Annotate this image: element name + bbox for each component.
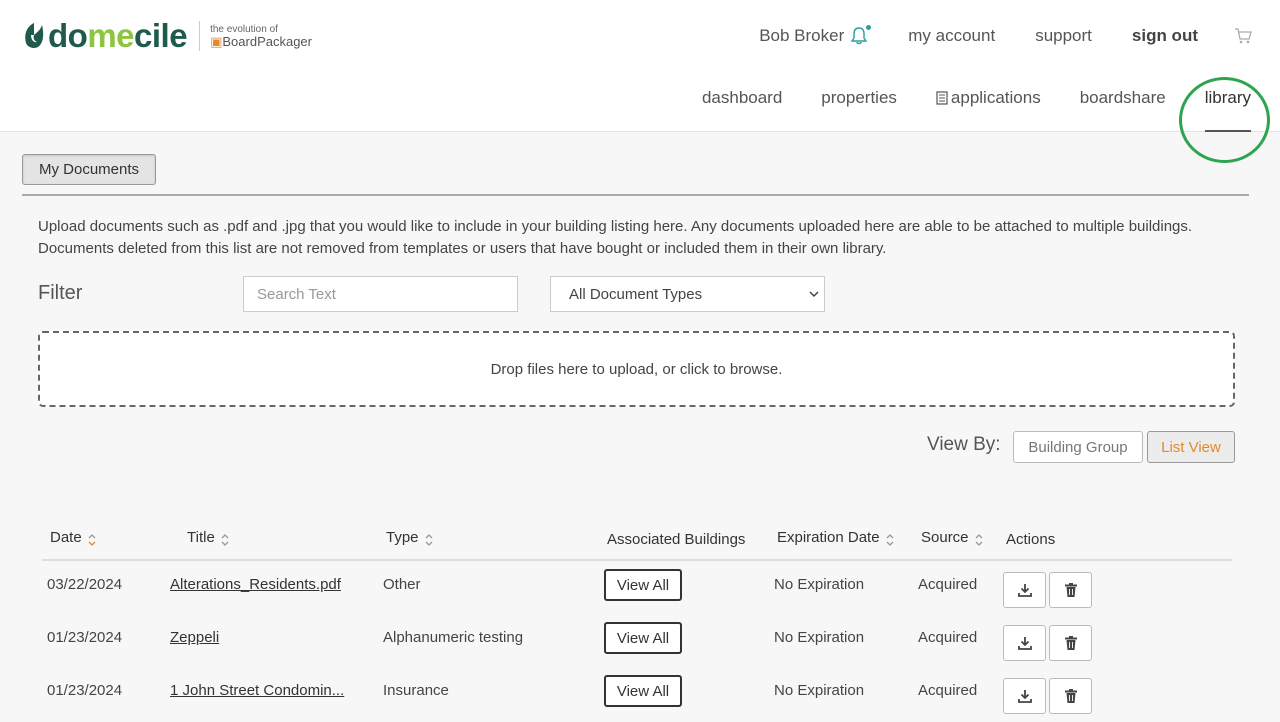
chevron-down-icon — [808, 288, 820, 300]
column-header-type[interactable] — [386, 528, 433, 546]
view-all-buildings-button[interactable]: View All — [604, 569, 682, 601]
tab-properties[interactable]: properties — [821, 88, 897, 107]
delete-button[interactable] — [1049, 572, 1092, 608]
list-view-button[interactable]: List View — [1147, 431, 1235, 463]
download-icon — [1017, 582, 1033, 598]
column-header-expiration[interactable] — [777, 528, 894, 546]
user-name: Bob Broker — [759, 26, 845, 45]
row-title-link[interactable]: 1 John Street Condomin... — [170, 682, 345, 699]
dropzone-text: Drop files here to upload, or click to browse. — [490, 360, 783, 378]
row-date: 03/22/2024 — [47, 576, 123, 593]
row-date: 01/23/2024 — [47, 629, 123, 646]
trash-icon — [1063, 582, 1079, 598]
row-date: 01/23/2024 — [47, 682, 123, 699]
notification-bell-icon[interactable] — [850, 26, 868, 46]
view-all-buildings-button[interactable]: View All — [604, 675, 682, 707]
logo-leaf-icon — [22, 21, 46, 51]
trash-icon — [1063, 688, 1079, 704]
intro-text: Upload documents such as .pdf and .jpg that you would like to include in your building listing here. Any documents uploaded here are able to be attached to multiple buildings. Documents deleted from this list are not removed from templates or users that have bought or included them in their own library. — [38, 218, 1193, 257]
download-icon — [1017, 688, 1033, 704]
view-by-label: View By: — [927, 434, 1001, 455]
row-type: Alphanumeric testing — [383, 629, 524, 646]
row-source: Acquired — [918, 629, 978, 646]
site-header — [0, 0, 1280, 132]
row-title-link[interactable]: Alterations_Residents.pdf — [170, 576, 341, 593]
column-header-expiration-label: Expiration Date — [777, 528, 880, 546]
section-divider — [22, 194, 1249, 196]
tagline-text: the evolution of — [210, 24, 278, 35]
notification-dot — [866, 25, 871, 30]
sort-icon — [975, 534, 983, 546]
column-header-actions-label: Actions — [1006, 531, 1056, 548]
file-dropzone[interactable] — [38, 331, 1235, 407]
row-type: Other — [383, 576, 421, 593]
top-nav — [759, 26, 1252, 46]
sort-icon — [886, 534, 894, 546]
tab-boardshare[interactable]: boardshare — [1079, 88, 1166, 107]
filter-label: Filter — [38, 282, 83, 304]
tab-applications[interactable] — [936, 88, 1041, 108]
logo-suffix: cile — [134, 17, 188, 54]
tab-applications-label: applications — [950, 88, 1041, 107]
row-expiration: No Expiration — [774, 576, 865, 593]
domecile-logo[interactable] — [22, 17, 312, 54]
building-group-button[interactable]: Building Group — [1013, 431, 1143, 463]
cart-icon[interactable] — [1234, 27, 1252, 45]
delete-button[interactable] — [1049, 678, 1092, 714]
delete-button[interactable] — [1049, 625, 1092, 661]
support-link[interactable]: support — [1035, 26, 1092, 45]
download-button[interactable] — [1003, 625, 1046, 661]
download-icon — [1017, 635, 1033, 651]
document-icon — [936, 91, 948, 105]
tab-library[interactable]: library — [1204, 88, 1251, 107]
trash-icon — [1063, 635, 1079, 651]
user-menu[interactable] — [759, 26, 868, 46]
column-header-buildings-label: Associated Buildings — [607, 531, 746, 548]
column-header-title[interactable] — [187, 528, 229, 546]
tab-dashboard[interactable]: dashboard — [701, 88, 783, 107]
logo-wordmark — [48, 17, 188, 54]
row-type: Insurance — [383, 682, 449, 699]
search-input[interactable]: Search Text — [243, 276, 518, 312]
row-title-link[interactable]: Zeppeli — [170, 629, 220, 646]
row-expiration: No Expiration — [774, 629, 865, 646]
row-source: Acquired — [918, 576, 978, 593]
boardpackager-name: BoardPackager — [222, 34, 312, 49]
sign-out-link[interactable]: sign out — [1131, 26, 1198, 45]
logo-divider — [199, 21, 200, 51]
logo-accent: me — [87, 17, 135, 54]
column-header-actions — [1006, 531, 1055, 548]
download-button[interactable] — [1003, 678, 1046, 714]
column-header-date-label: Date — [50, 528, 82, 546]
my-documents-button[interactable]: My Documents — [22, 154, 156, 185]
sort-icon — [88, 534, 96, 546]
column-header-title-label: Title — [187, 528, 215, 546]
column-header-source[interactable] — [921, 528, 983, 546]
logo-tagline — [210, 24, 312, 48]
column-header-buildings — [607, 531, 745, 548]
document-type-value: All Document Types — [569, 285, 703, 303]
column-header-source-label: Source — [921, 528, 969, 546]
document-type-select[interactable] — [550, 276, 825, 312]
table-header-divider — [42, 559, 1232, 561]
main-nav — [663, 88, 1251, 108]
boardpackager-mark-icon: ▣ — [210, 34, 223, 49]
row-expiration: No Expiration — [774, 682, 865, 699]
column-header-type-label: Type — [386, 528, 419, 546]
sort-icon — [425, 534, 433, 546]
column-header-date[interactable] — [50, 528, 96, 546]
download-button[interactable] — [1003, 572, 1046, 608]
view-all-buildings-button[interactable]: View All — [604, 622, 682, 654]
logo-prefix: do — [48, 17, 88, 54]
sort-icon — [221, 534, 229, 546]
my-account-link[interactable]: my account — [908, 26, 996, 45]
row-source: Acquired — [918, 682, 978, 699]
